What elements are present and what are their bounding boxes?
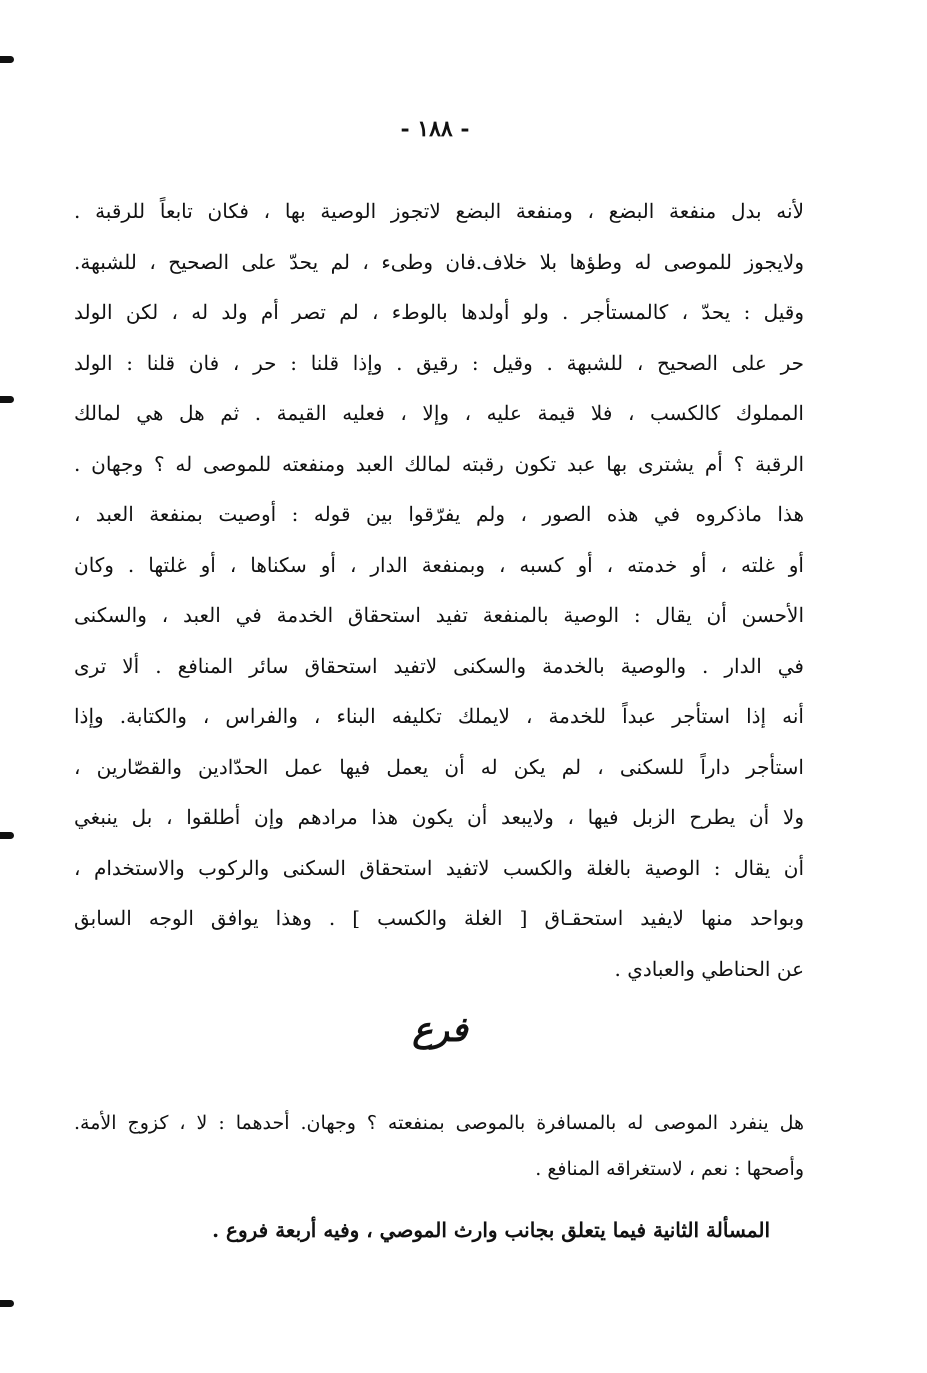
text-line: أنه إذا استأجر عبداً للخدمة ، لايملك تكليفه البناء ، والفراس ، والكتابة. وإذا (74, 704, 804, 728)
text-line: هل ينفرد الموصى له بالمسافرة بالموصى بمنفعته ؟ وجهان. أحدهما : لا ، كزوج الأمة. (74, 1112, 804, 1134)
text-line: لأنه بدل منفعة البضع ، ومنفعة البضع لاتجوز الوصية بها ، فكان تابعاً للرقبة . (74, 199, 804, 223)
margin-binding-mark (0, 832, 14, 839)
text-line: المملوك كالكسب ، فلا قيمة عليه ، وإلا ، فعليه القيمة . ثم هل هي لمالك (74, 401, 804, 425)
text-line: وقيل : يحدّ ، كالمستأجر . ولو أولدها بالوطء ، لم تصر أم ولد له ، لكن الولد (74, 300, 804, 324)
closing-paragraph: المسألة الثانية فيما يتعلق بجانب وارث الموصي ، وفيه أربعة فروع . (212, 1218, 770, 1242)
text-line: الرقبة ؟ أم يشترى بها عبد تكون رقبته لمالك العبد ومنفعته للموصى له ؟ وجهان . (74, 451, 804, 476)
text-line: عن الحناطي والعبادي . (614, 956, 804, 981)
text-line: وبواحد منها لايفيد استحقـاق [ الغلة والكسب ] . وهذا يوافق الوجه السابق (74, 906, 804, 930)
text-line: الأحسن أن يقال : الوصية بالمنفعة تفيد استحقاق الخدمة في العبد ، والسكنى (74, 603, 804, 627)
margin-binding-mark (0, 56, 14, 63)
text-line: وأصحها : نعم ، لاستغراقه المنافع . (535, 1158, 804, 1180)
page-number: - ١٨٨ - (400, 116, 470, 142)
text-line: استأجر داراً للسكنى ، لم يكن له أن يعمل فيها عمل الحدّادين والقصّارين ، (74, 754, 804, 779)
text-line: أن يقال : الوصية بالغلة والكسب لاتفيد استحقاق السكنى والركوب والاستخدام ، (74, 855, 804, 880)
margin-binding-mark (0, 1300, 14, 1307)
text-line: هذا ماذكروه في هذه الصور ، ولم يفرّقوا بين قوله : أوصيت بمنفعة العبد ، (74, 502, 804, 526)
text-line: أو غلته ، أو خدمته ، أو كسبه ، وبمنفعة الدار ، أو سكناها ، أو غلتها . وكان (74, 552, 804, 577)
text-line: في الدار . والوصية بالخدمة والسكنى لاتفيد استحقاق سائر المنافع . ألا ترى (74, 653, 804, 678)
section-heading: فرع (412, 1010, 468, 1050)
text-line: حر على الصحيح ، للشبهة . وقيل : رقيق . وإذا قلنا : حر ، فان قلنا : الولد (74, 350, 804, 375)
main-paragraph (74, 186, 804, 994)
margin-binding-mark (0, 396, 14, 403)
text-line: ولا أن يطرح الزبل فيها ، ولايبعد أن يكون هذا مرادهم وإن أطلقوا ، بل ينبغي (74, 805, 804, 829)
branch-paragraph (74, 1100, 804, 1192)
text-line: ولايجوز للموصى له وطؤها بلا خلاف.فان وطىء ، لم يحدّ على الصحيح ، للشبهة. (74, 249, 804, 274)
